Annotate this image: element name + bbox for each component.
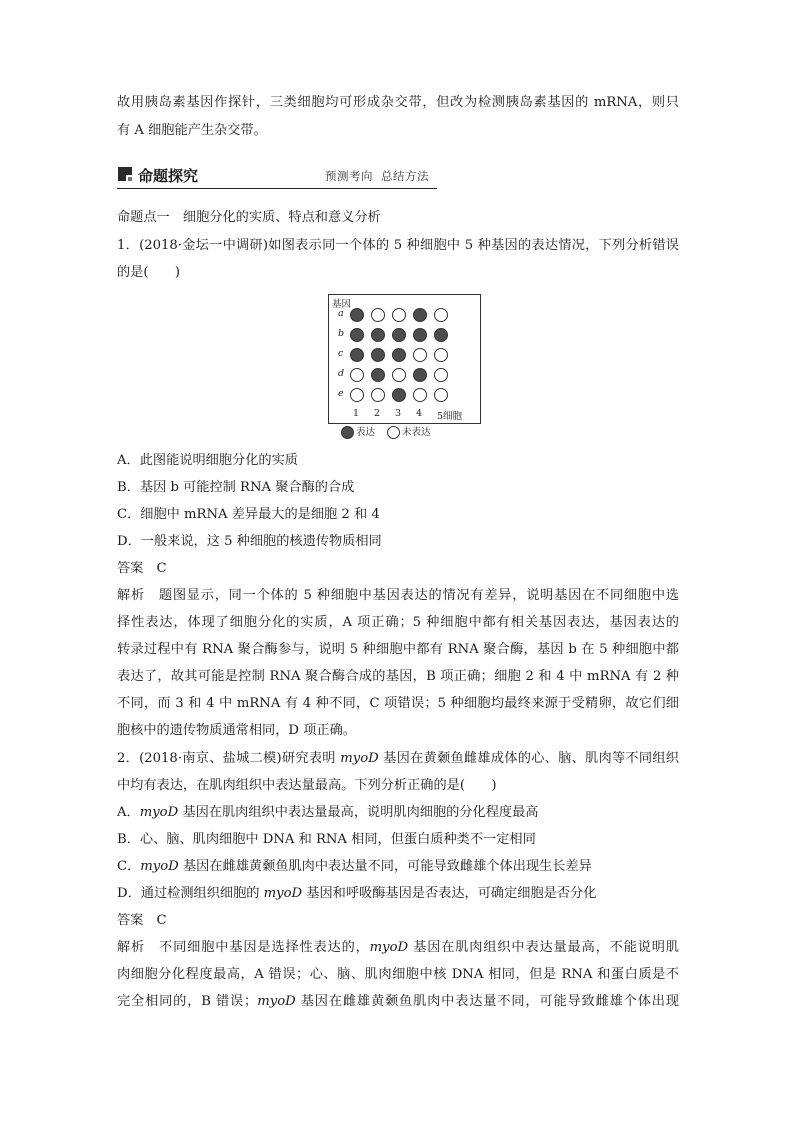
expressed-dot [434,328,448,342]
q2-analysis-line-3: 完全相同的，B 错误；myoD 基因在雌雄黄颡鱼肌肉中表达量不同，可能导致雌雄个体出现 [117,994,679,1009]
q1-answer: 答案 C [117,561,167,576]
cell-column-label: 2 [374,408,381,419]
expressed-dot [413,368,427,382]
q2-option-b: B．心、脑、肌肉细胞中 DNA 和 RNA 相同，但蛋白质种类不一定相同 [117,832,536,847]
not-expressed-dot [413,348,427,362]
filled-circle-icon [341,426,354,439]
q1-analysis-line-1: 解析 题图显示，同一个体的 5 种细胞中基因表达的情况有差异，说明基因在不同细胞中选 [117,588,679,603]
not-expressed-dot [434,368,448,382]
legend-expressed-label: 表达 [356,427,376,438]
section-square-icon [118,167,132,181]
q2-stem-line-1: 2．(2018·南京、盐城二模)研究表明 myoD 基因在黄颡鱼雌雄成体的心、脑、肌肉等不同组织 [117,751,679,766]
section-sub-1: 预测考向 [325,169,373,183]
q2-answer: 答案 C [117,913,167,928]
intro-line-1: 故用胰岛素基因作探针，三类细胞均可形成杂交带，但改为检测胰岛素基因的 mRNA，则只 [117,95,679,110]
not-expressed-dot [350,388,364,402]
q2-analysis-line-2: 肉细胞分化程度最高，A 错误；心、脑、肌肉细胞中核 DNA 相同，但是 RNA 和蛋白质是不 [117,967,679,982]
point-heading: 命题点一 细胞分化的实质、特点和意义分析 [117,210,381,225]
not-expressed-dot [434,388,448,402]
not-expressed-dot [392,308,406,322]
figure-title: 基因 [332,299,352,310]
q1-analysis-line-2: 择性表达，体现了细胞分化的实质，A 项正确；5 种细胞中都有相关基因表达，基因表达的 [117,615,679,630]
q1-option-a: A．此图能说明细胞分化的实质 [117,453,298,468]
empty-circle-icon [387,426,400,439]
not-expressed-dot [434,308,448,322]
cell-column-label: 3 [395,408,402,419]
q1-analysis-line-6: 胞核中的遗传物质通常相同，D 项正确。 [117,723,356,738]
expressed-dot [350,308,364,322]
gene-row-label: e [338,388,344,399]
cell-column-label: 4 [416,408,423,419]
not-expressed-dot [371,308,385,322]
not-expressed-dot [413,388,427,402]
q1-analysis-line-5: 不同，而 3 和 4 中 mRNA 有 4 种不同，C 项错误；5 种细胞均最终来源于受精卵，故它们细 [117,696,679,711]
not-expressed-dot [392,368,406,382]
legend-not-expressed-label: 未表达 [402,427,431,438]
expressed-dot [413,308,427,322]
q1-option-b: B．基因 b 可能控制 RNA 聚合酶的合成 [117,480,355,495]
q2-option-a: A．myoD 基因在肌肉组织中表达量最高，说明肌肉细胞的分化程度最高 [117,805,539,820]
not-expressed-dot [371,388,385,402]
expressed-dot [371,368,385,382]
q1-analysis-line-4: 表达了，故其可能是控制 RNA 聚合酶合成的基因，B 项正确；细胞 2 和 4 中 mRNA 有 2 种 [117,669,679,684]
expressed-dot [392,328,406,342]
legend-not-expressed [387,426,431,440]
q2-option-d: D．通过检测组织细胞的 myoD 基因和呼吸酶基因是否表达，可确定细胞是否分化 [117,886,597,901]
section-subtitle [325,168,429,184]
q1-option-d: D．一般来说，这 5 种细胞的核遗传物质相同 [117,534,382,549]
expressed-dot [392,388,406,402]
expressed-dot [371,348,385,362]
expressed-dot [350,328,364,342]
q1-analysis-line-3: 转录过程中有 RNA 聚合酶参与，说明 5 种细胞中都有 RNA 聚合酶，基因 b 在 5 种细胞中都 [117,642,679,657]
gene-row-label: a [338,308,344,319]
section-title: 命题探究 [138,167,199,185]
expressed-dot [371,328,385,342]
gene-expression-figure [327,294,487,444]
section-header [117,162,437,189]
q1-option-c: C．细胞中 mRNA 差异最大的是细胞 2 和 4 [117,507,380,522]
q1-stem-line-2: 的是( ) [117,265,181,280]
gene-name: myoD [340,751,379,766]
q2-analysis-line-1: 解析 不同细胞中基因是选择性表达的，myoD 基因在肌肉组织中表达量最高，不能说明肌 [117,940,679,955]
cell-column-label: 5细胞 [437,411,463,422]
q2-option-c: C．myoD 基因在雌雄黄颡鱼肌肉中表达量不同，可能导致雌雄个体出现生长差异 [117,859,592,874]
intro-line-2: 有 A 细胞能产生杂交带。 [117,123,267,138]
expressed-dot [392,348,406,362]
gene-row-label: c [338,348,344,359]
cell-column-label: 1 [353,408,360,419]
not-expressed-dot [434,348,448,362]
q1-stem-line-1: 1．(2018·金坛一中调研)如图表示同一个体的 5 种细胞中 5 种基因的表达情况，下列分析错误 [117,238,679,253]
section-sub-2: 总结方法 [381,169,429,183]
not-expressed-dot [350,368,364,382]
gene-row-label: b [338,328,345,339]
gene-row-label: d [338,368,345,379]
expressed-dot [350,348,364,362]
legend-expressed [341,426,375,440]
expressed-dot [413,328,427,342]
figure-frame [328,294,481,424]
q2-stem-line-2: 中均有表达，在肌肉组织中表达量最高。下列分析正确的是( ) [117,778,497,793]
